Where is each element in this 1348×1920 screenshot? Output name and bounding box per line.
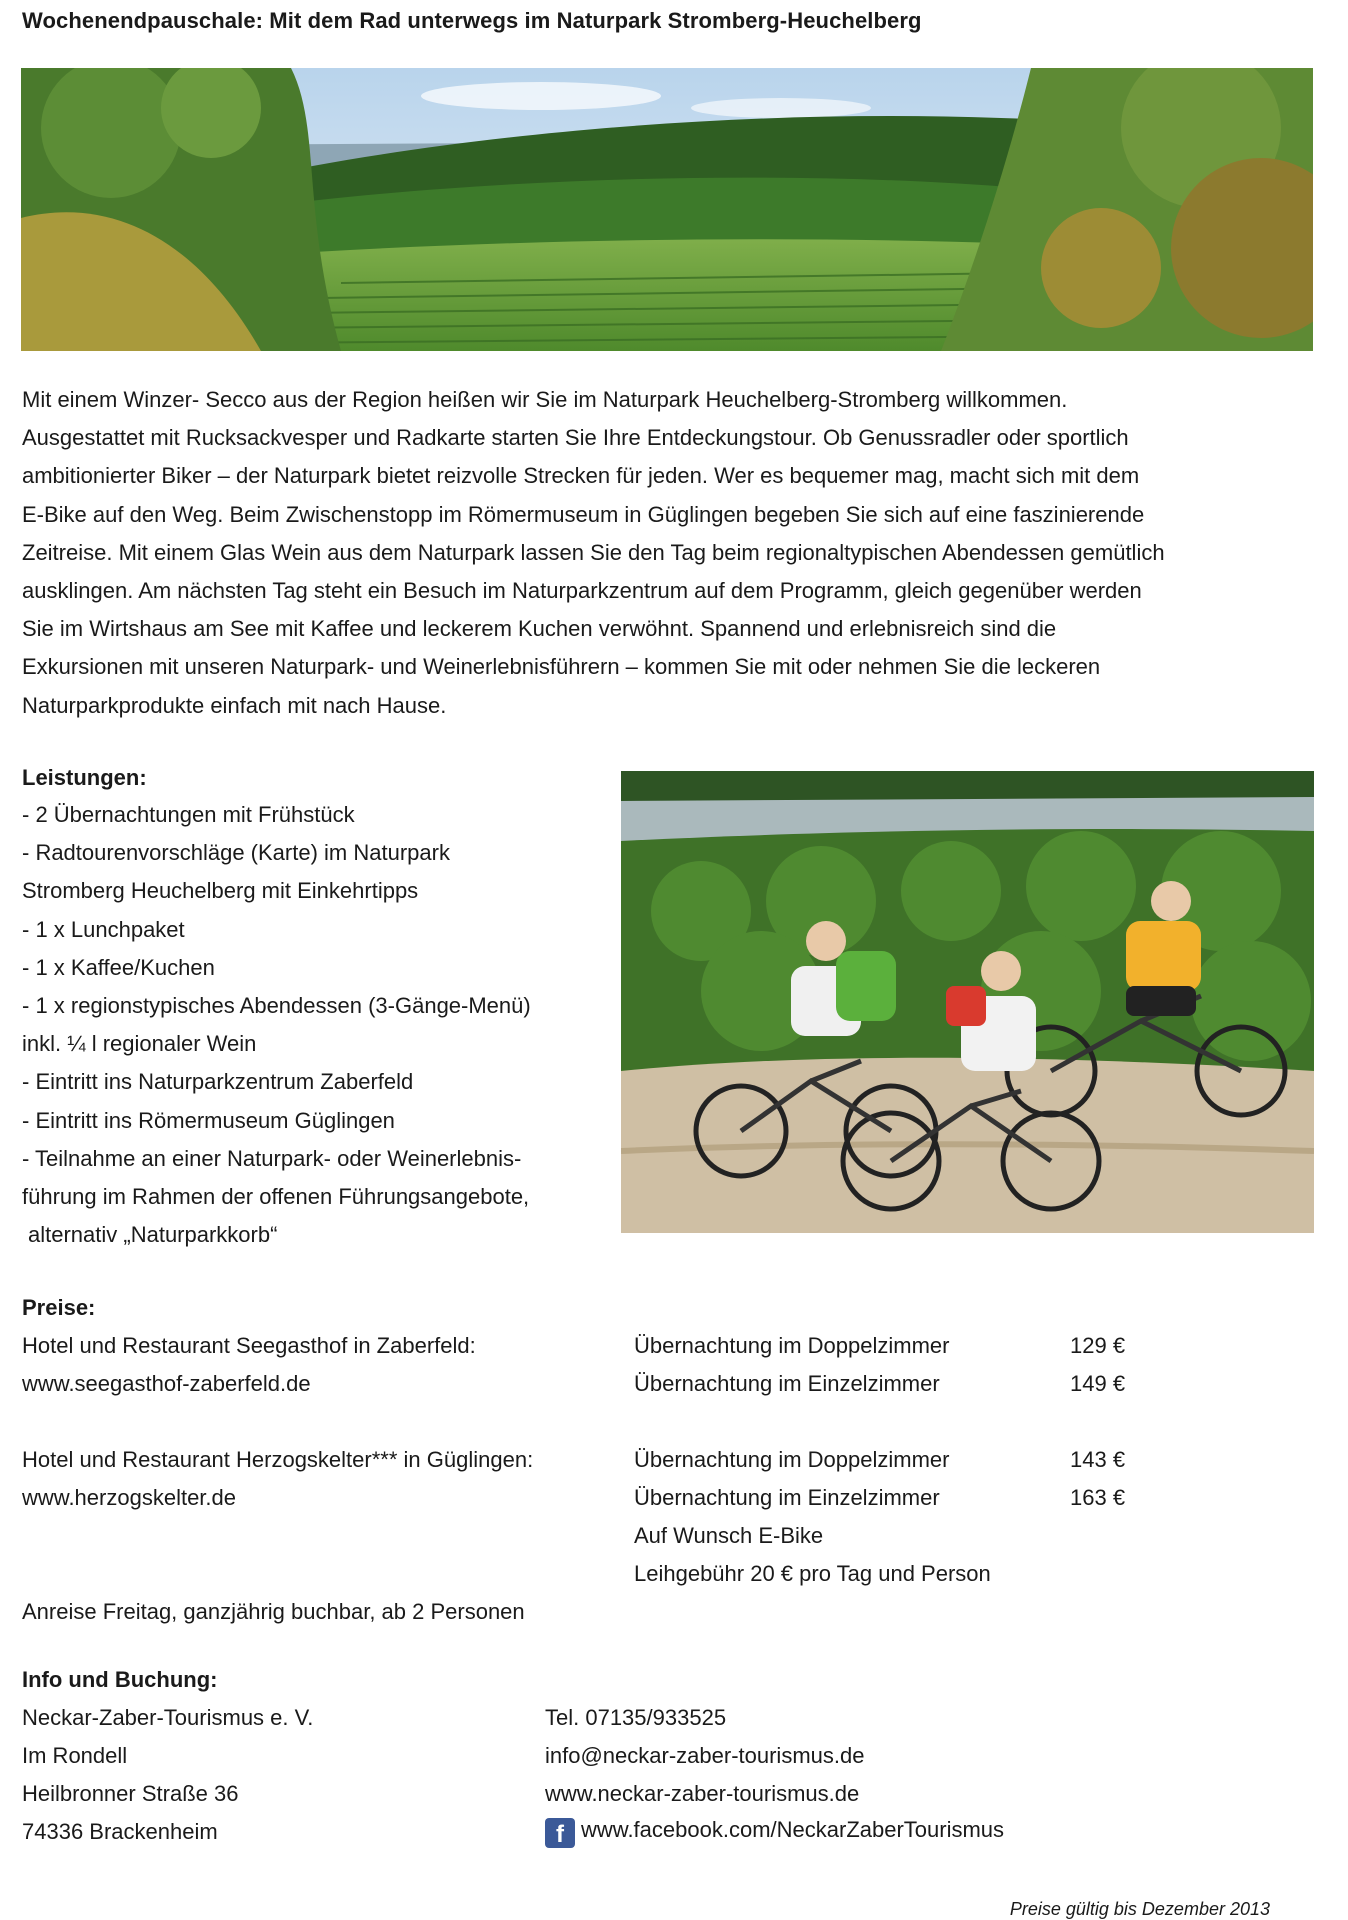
arrival-note: Anreise Freitag, ganzjährig buchbar, ab 2 Personen (22, 1599, 525, 1624)
intro-line: ausklingen. Am nächsten Tag steht ein Besuch im Naturparkzentrum auf dem Programm, gleich gegenüber werden (22, 578, 1142, 604)
intro-line: Mit einem Winzer- Secco aus der Region heißen wir Sie im Naturpark Heuchelberg-Stromberg willkommen. (22, 387, 1068, 412)
list-item: - 1 x Kaffee/Kuchen (22, 954, 215, 980)
facebook-link[interactable] (545, 1818, 1004, 1848)
list-item: - Teilnahme an einer Naturpark- oder Weinerlebnis- führung im Rahmen der offenen Führungsangebote, alternativ „Naturparkkorb“ (22, 1145, 530, 1248)
services-heading: Leistungen: (22, 765, 147, 790)
hotel1-room-price: 149 € (1070, 1371, 1126, 1396)
intro-line: Zeitreise. Mit einem Glas Wein aus dem Naturpark lassen Sie den Tag beim regionaltypischen Abendessen gemütlich (22, 539, 1165, 565)
intro-line: Naturparkprodukte einfach mit nach Hause. (22, 692, 447, 718)
list-item: - Eintritt ins Naturparkzentrum Zaberfeld (22, 1069, 414, 1095)
cyclists-photo (621, 771, 1314, 1233)
facebook-url[interactable]: www.facebook.com/NeckarZaberTourismus (581, 1817, 1005, 1842)
prices-heading: Preise: (22, 1295, 96, 1320)
list-item: - 1 x regionstypisches Abendessen (3-Gänge-Menü) inkl. ¼ l regionaler Wein (22, 993, 531, 1057)
address-line: Neckar-Zaber-Tourismus e. V. (22, 1705, 314, 1730)
list-item: - Radtourenvorschläge (Karte) im Naturpark Stromberg Heuchelberg mit Einkehrtipps (22, 840, 450, 904)
hotel2-room-price: 143 € (1070, 1447, 1126, 1472)
address-line: 74336 Brackenheim (22, 1819, 218, 1844)
hotel1-room-label: Übernachtung im Doppelzimmer (634, 1333, 950, 1358)
phone-number[interactable]: Tel. 07135/933525 (545, 1705, 727, 1730)
document-title: Wochenendpauschale: Mit dem Rad unterwegs im Naturpark Stromberg-Heuchelberg (22, 8, 922, 33)
hotel1-room-label: Übernachtung im Einzelzimmer (634, 1371, 940, 1396)
services-list (22, 796, 622, 1254)
hotel2-room-label: Übernachtung im Einzelzimmer (634, 1485, 940, 1510)
price-validity-note: Preise gültig bis Dezember 2013 (1009, 1899, 1270, 1919)
address-line: Heilbronner Straße 36 (22, 1781, 239, 1806)
hotel2-room-label: Übernachtung im Doppelzimmer (634, 1447, 950, 1472)
intro-line: Sie im Wirtshaus am See mit Kaffee und leckerem Kuchen verwöhnt. Spannend und erlebnisreich sind die (22, 616, 1057, 642)
intro-line: E-Bike auf den Weg. Beim Zwischenstopp im Römermuseum in Güglingen begeben Sie sich auf eine faszinierende (22, 501, 1145, 527)
list-item: - Eintritt ins Römermuseum Güglingen (22, 1107, 395, 1133)
intro-paragraph (22, 381, 1322, 725)
hotel1-name: Hotel und Restaurant Seegasthof in Zaberfeld: (22, 1333, 476, 1358)
hotel1-room-price: 129 € (1070, 1333, 1126, 1358)
email-link[interactable]: info@neckar-zaber-tourismus.de (545, 1743, 865, 1768)
list-item: - 2 Übernachtungen mit Frühstück (22, 802, 355, 827)
intro-line: Exkursionen mit unseren Naturpark- und Weinerlebnisführern – kommen Sie mit oder nehmen Sie die leckeren (22, 654, 1101, 680)
booking-heading: Info und Buchung: (22, 1667, 218, 1692)
ebike-fee: Leihgebühr 20 € pro Tag und Person (634, 1561, 991, 1586)
website-link[interactable]: www.neckar-zaber-tourismus.de (545, 1781, 860, 1806)
intro-line: ambitionierter Biker – der Naturpark bietet reizvolle Strecken für jeden. Wer es bequemer mag, macht sich mit dem (22, 463, 1140, 489)
hotel2-room-price: 163 € (1070, 1485, 1126, 1510)
list-item: - 1 x Lunchpaket (22, 916, 185, 942)
hotel2-website-link[interactable]: www.herzogskelter.de (22, 1485, 236, 1510)
hotel1-website-link[interactable]: www.seegasthof-zaberfeld.de (22, 1371, 311, 1396)
ebike-note: Auf Wunsch E-Bike (634, 1523, 824, 1548)
landscape-banner-image (21, 68, 1313, 351)
intro-line: Ausgestattet mit Rucksackvesper und Radkarte starten Sie Ihre Entdeckungstour. Ob Genussradler oder sportlich (22, 425, 1129, 451)
hotel2-name: Hotel und Restaurant Herzogskelter*** in Güglingen: (22, 1447, 534, 1472)
address-line: Im Rondell (22, 1743, 128, 1768)
facebook-icon: f (545, 1818, 575, 1848)
